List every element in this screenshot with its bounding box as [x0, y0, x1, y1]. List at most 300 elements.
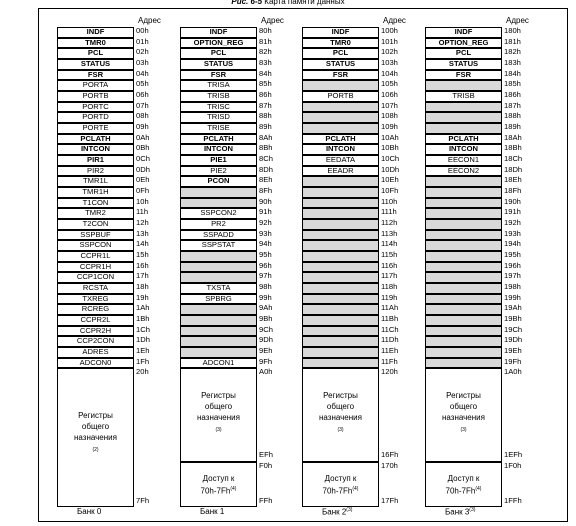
register-address: 119h	[381, 292, 398, 302]
access-label-line: 70h-7Fh$^{(4)}$	[445, 486, 482, 496]
register-cell: EEADR	[302, 166, 379, 177]
register-address: 93h	[259, 228, 272, 238]
register-cell: INTCON	[57, 144, 134, 155]
register-cell: STATUS	[302, 59, 379, 70]
register-address: 10Eh	[381, 175, 399, 185]
register-cell: OPTION_REG	[425, 38, 502, 49]
register-address: 18Bh	[504, 143, 522, 153]
register-address: 0Bh	[136, 143, 150, 153]
register-address: 18Ch	[504, 154, 523, 164]
register-address: 199h	[504, 292, 521, 302]
unimplemented-register-cell	[302, 336, 379, 347]
footnote-ref: (3)	[337, 427, 344, 434]
register-address: 198h	[504, 282, 521, 292]
register-cell: SSPCON2	[180, 208, 257, 219]
unimplemented-register-cell	[180, 326, 257, 337]
register-address: 08h	[136, 111, 149, 121]
register-cell: SPBRG	[180, 294, 257, 305]
unimplemented-register-cell	[180, 262, 257, 273]
register-address: 97h	[259, 271, 272, 281]
register-address: 181h	[504, 36, 521, 46]
register-address: 0Ah	[136, 132, 150, 142]
unimplemented-register-cell	[302, 80, 379, 91]
gp-end-address: 1FFh	[504, 496, 522, 505]
register-cell: FSR	[57, 70, 134, 81]
register-address: 0Ch	[136, 154, 150, 164]
register-address: 197h	[504, 271, 521, 281]
unimplemented-register-cell	[180, 198, 257, 209]
register-address: 10Ah	[381, 132, 399, 142]
footnote-ref: (4)	[352, 486, 359, 492]
figure-caption	[0, 0, 576, 6]
register-address: 82h	[259, 47, 272, 57]
register-address: 196h	[504, 260, 521, 270]
register-address: 8Ch	[259, 154, 273, 164]
register-cell: STATUS	[180, 59, 257, 70]
gp-start-address: 1A0h	[504, 367, 522, 377]
register-cell: PCL	[302, 48, 379, 59]
general-purpose-label-line: Регистры	[78, 411, 113, 421]
general-purpose-label	[425, 390, 502, 437]
general-purpose-label	[180, 390, 257, 437]
unimplemented-register-cell	[425, 219, 502, 230]
unimplemented-register-cell	[302, 262, 379, 273]
unimplemented-register-cell	[425, 176, 502, 187]
register-address: 194h	[504, 239, 521, 249]
register-cell: RCSTA	[57, 283, 134, 294]
register-address: 192h	[504, 218, 521, 228]
unimplemented-register-cell	[425, 208, 502, 219]
register-cell: T1CON	[57, 198, 134, 209]
register-cell: PCON	[180, 176, 257, 187]
register-address: 98h	[259, 282, 272, 292]
register-cell: TMR0	[302, 38, 379, 49]
footnote-ref: (3)	[469, 507, 476, 513]
register-cell: CCPR1H	[57, 262, 134, 273]
register-address: 118h	[381, 282, 398, 292]
access-label	[302, 474, 379, 497]
register-address: 103h	[381, 58, 398, 67]
register-address: 19Fh	[504, 356, 522, 366]
bank-label: Банк 3$^{(3)}$	[445, 507, 476, 517]
register-cell: SSPCON	[57, 240, 134, 251]
unimplemented-register-cell	[425, 326, 502, 337]
bank-label: Банк 2$^{(3)}$	[322, 507, 353, 517]
unimplemented-register-cell	[302, 198, 379, 209]
register-address: 80h	[259, 26, 272, 35]
register-cell: PCLATH	[57, 134, 134, 145]
register-cell: FSR	[425, 70, 502, 81]
unimplemented-register-cell	[425, 112, 502, 123]
register-cell: PORTA	[57, 80, 134, 91]
register-address: 115h	[381, 250, 398, 260]
register-cell: TRISD	[180, 112, 257, 123]
register-cell: INTCON	[180, 144, 257, 155]
gp-end-address: 17Fh	[381, 496, 399, 505]
register-address: 112h	[381, 218, 398, 228]
general-purpose-label-line: Регистры	[323, 391, 358, 401]
register-address: 10h	[136, 196, 149, 206]
register-address: 109h	[381, 122, 398, 132]
register-address: 90h	[259, 196, 272, 206]
unimplemented-register-cell	[302, 251, 379, 262]
register-cell: TMR1H	[57, 187, 134, 198]
register-address: 8Ah	[259, 132, 273, 142]
register-address: 116h	[381, 260, 398, 270]
register-cell: PCLATH	[180, 134, 257, 145]
register-address: 8Bh	[259, 143, 273, 153]
unimplemented-register-cell	[302, 219, 379, 230]
register-address: 100h	[381, 26, 398, 35]
unimplemented-register-cell	[425, 315, 502, 326]
register-address: 104h	[381, 68, 398, 78]
register-cell: EECON1	[425, 155, 502, 166]
register-cell: SSPBUF	[57, 230, 134, 241]
register-cell: INDF	[57, 27, 134, 38]
access-label-line: Доступ к	[202, 474, 235, 483]
register-address: 81h	[259, 36, 272, 46]
footnote-ref: (4)	[230, 486, 237, 492]
footnote-ref: (2)	[92, 447, 99, 454]
register-address: 18h	[136, 282, 149, 292]
register-address: 186h	[504, 90, 521, 100]
register-cell: ADRES	[57, 347, 134, 358]
register-address: 16h	[136, 260, 149, 270]
register-address: 0Dh	[136, 164, 150, 174]
register-address: 14h	[136, 239, 149, 249]
register-address: 195h	[504, 250, 521, 260]
register-address: 182h	[504, 47, 521, 57]
general-purpose-label-line: общего	[81, 422, 110, 432]
register-cell: PIE2	[180, 166, 257, 177]
register-cell: TRISB	[180, 91, 257, 102]
register-address: 92h	[259, 218, 272, 228]
unimplemented-register-cell	[180, 187, 257, 198]
unimplemented-register-cell	[302, 187, 379, 198]
unimplemented-register-cell	[180, 304, 257, 315]
register-address: 88h	[259, 111, 272, 121]
general-purpose-label-line: общего	[204, 402, 233, 412]
gp-split-address: EFh	[259, 450, 273, 459]
unimplemented-register-cell	[302, 208, 379, 219]
unimplemented-register-cell	[425, 347, 502, 358]
register-cell: TXSTA	[180, 283, 257, 294]
register-cell: PIR2	[57, 166, 134, 177]
access-label	[425, 474, 502, 497]
unimplemented-register-cell	[425, 198, 502, 209]
register-address: 10Ch	[381, 154, 400, 164]
footnote-ref: (3)	[215, 427, 222, 434]
register-address: 108h	[381, 111, 398, 121]
register-address: 183h	[504, 58, 521, 67]
register-cell: STATUS	[425, 59, 502, 70]
register-address: 19Ah	[504, 303, 522, 313]
access-start-address: 1F0h	[504, 461, 522, 470]
register-address: 10Bh	[381, 143, 399, 153]
unimplemented-register-cell	[302, 283, 379, 294]
unimplemented-register-cell	[302, 326, 379, 337]
register-address: 8Dh	[259, 164, 273, 174]
access-label-line: Доступ к	[447, 474, 480, 483]
register-address: 106h	[381, 90, 398, 100]
gp-split-address: 16Fh	[381, 450, 399, 459]
register-cell: CCP1CON	[57, 272, 134, 283]
register-cell: CCPR1L	[57, 251, 134, 262]
unimplemented-register-cell	[425, 304, 502, 315]
unimplemented-register-cell	[302, 102, 379, 113]
unimplemented-register-cell	[302, 230, 379, 241]
register-address: 180h	[504, 26, 521, 35]
register-cell: ADCON1	[180, 358, 257, 369]
gp-start-address: A0h	[259, 367, 273, 377]
register-address: 96h	[259, 260, 272, 270]
access-label	[180, 474, 257, 497]
register-address: 04h	[136, 68, 149, 78]
register-address: 117h	[381, 271, 398, 281]
register-address: 13h	[136, 228, 149, 238]
general-purpose-label-line: назначения	[74, 433, 117, 443]
unimplemented-register-cell	[425, 240, 502, 251]
register-address: 185h	[504, 79, 521, 89]
general-purpose-label-line: назначения	[319, 413, 362, 423]
address-header: Адрес	[138, 16, 161, 25]
register-address: 07h	[136, 100, 149, 110]
unimplemented-register-cell	[425, 230, 502, 241]
gp-start-address: 120h	[381, 367, 398, 377]
unimplemented-register-cell	[302, 123, 379, 134]
register-address: 09h	[136, 122, 149, 132]
register-address: 15h	[136, 250, 149, 260]
register-address: 85h	[259, 79, 272, 89]
access-label-line: 70h-7Fh$^{(4)}$	[200, 486, 237, 496]
access-start-address: F0h	[259, 461, 273, 470]
gp-start-address: 20h	[136, 367, 149, 377]
register-address: 188h	[504, 111, 521, 121]
register-address: 111h	[381, 207, 397, 217]
register-address: 01h	[136, 36, 149, 46]
access-label-line: Доступ к	[324, 474, 357, 483]
register-address: 0Eh	[136, 175, 150, 185]
register-address: 9Bh	[259, 314, 273, 324]
register-address: 86h	[259, 90, 272, 100]
register-address: 1Ch	[136, 324, 150, 334]
register-cell: PCLATH	[425, 134, 502, 145]
register-address: 19Ch	[504, 324, 523, 334]
register-address: 06h	[136, 90, 149, 100]
register-address: 9Ch	[259, 324, 273, 334]
unimplemented-register-cell	[180, 272, 257, 283]
footnote-ref: (3)	[460, 427, 467, 434]
unimplemented-register-cell	[180, 347, 257, 358]
unimplemented-register-cell	[425, 358, 502, 369]
register-address: 9Eh	[259, 346, 273, 356]
register-cell: STATUS	[57, 59, 134, 70]
register-cell: CCPR2L	[57, 315, 134, 326]
register-cell: RCREG	[57, 304, 134, 315]
unimplemented-register-cell	[302, 304, 379, 315]
register-address: 84h	[259, 68, 272, 78]
register-cell: TRISB	[425, 91, 502, 102]
gp-end-address: FFh	[259, 496, 273, 505]
register-cell: EECON2	[425, 166, 502, 177]
register-cell: CCP2CON	[57, 336, 134, 347]
register-cell: PCL	[57, 48, 134, 59]
register-address: 10Fh	[381, 186, 399, 196]
register-cell: PCLATH	[302, 134, 379, 145]
register-address: 107h	[381, 100, 398, 110]
unimplemented-register-cell	[425, 187, 502, 198]
register-address: 101h	[381, 36, 398, 46]
register-cell: FSR	[180, 70, 257, 81]
general-purpose-label-line: назначения	[197, 413, 240, 423]
register-cell: PORTE	[57, 123, 134, 134]
register-address: 187h	[504, 100, 521, 110]
register-address: 1Fh	[136, 356, 150, 366]
register-address: 10Dh	[381, 164, 400, 174]
unimplemented-register-cell	[302, 176, 379, 187]
unimplemented-register-cell	[425, 102, 502, 113]
register-address: 110h	[381, 196, 398, 206]
register-address: 19Dh	[504, 335, 523, 345]
footnote-ref: (3)	[346, 507, 353, 513]
register-cell: TMR1L	[57, 176, 134, 187]
unimplemented-register-cell	[302, 272, 379, 283]
register-cell: TRISC	[180, 102, 257, 113]
register-address: 95h	[259, 250, 272, 260]
register-address: 94h	[259, 239, 272, 249]
register-cell: PORTB	[57, 91, 134, 102]
register-cell: TMR2	[57, 208, 134, 219]
unimplemented-register-cell	[425, 283, 502, 294]
register-cell: T2CON	[57, 219, 134, 230]
register-address: 17h	[136, 271, 149, 281]
register-address: 9Dh	[259, 335, 273, 345]
register-cell: PORTC	[57, 102, 134, 113]
unimplemented-register-cell	[302, 294, 379, 305]
register-cell: INDF	[180, 27, 257, 38]
unimplemented-register-cell	[180, 315, 257, 326]
register-cell: INDF	[425, 27, 502, 38]
general-purpose-label-line: Регистры	[446, 391, 481, 401]
register-address: 19Bh	[504, 314, 522, 324]
register-cell: SSPSTAT	[180, 240, 257, 251]
register-cell: OPTION_REG	[180, 38, 257, 49]
register-address: 18Ah	[504, 132, 522, 142]
register-address: 1Dh	[136, 335, 150, 345]
caption-number: Рис. 6-5	[231, 0, 263, 6]
register-address: 1Bh	[136, 314, 150, 324]
unimplemented-register-cell	[425, 272, 502, 283]
register-address: 19Eh	[504, 346, 522, 356]
register-cell: PORTB	[302, 91, 379, 102]
general-purpose-label-line: назначения	[442, 413, 485, 423]
register-address: 190h	[504, 196, 521, 206]
register-address: 11Fh	[381, 356, 398, 366]
register-cell: PORTD	[57, 112, 134, 123]
unimplemented-register-cell	[425, 80, 502, 91]
register-cell: PIR1	[57, 155, 134, 166]
register-cell: TXREG	[57, 294, 134, 305]
register-cell: TMR0	[57, 38, 134, 49]
address-header: Адрес	[506, 16, 529, 25]
gp-end-address: 7Fh	[136, 496, 150, 505]
unimplemented-register-cell	[180, 336, 257, 347]
unimplemented-register-cell	[302, 112, 379, 123]
unimplemented-register-cell	[425, 262, 502, 273]
unimplemented-register-cell	[302, 347, 379, 358]
unimplemented-register-cell	[302, 315, 379, 326]
unimplemented-register-cell	[425, 251, 502, 262]
register-address: 02h	[136, 47, 149, 57]
register-address: 03h	[136, 58, 149, 67]
address-header: Адрес	[383, 16, 406, 25]
register-address: 189h	[504, 122, 521, 132]
gp-split-address: 1EFh	[504, 450, 523, 459]
register-address: 11Eh	[381, 346, 399, 356]
address-header: Адрес	[261, 16, 284, 25]
access-label-line: 70h-7Fh$^{(4)}$	[322, 486, 359, 496]
register-address: 18Dh	[504, 164, 523, 174]
register-address: 9Fh	[259, 356, 273, 366]
bank-label: Банк 0	[77, 507, 102, 516]
register-address: 83h	[259, 58, 272, 67]
register-address: 11Dh	[381, 335, 399, 345]
register-address: 113h	[381, 228, 398, 238]
general-purpose-label-line: общего	[449, 402, 478, 412]
register-cell: EEDATA	[302, 155, 379, 166]
register-address: 0Fh	[136, 186, 150, 196]
register-address: 102h	[381, 47, 398, 57]
register-address: 114h	[381, 239, 398, 249]
register-cell: INTCON	[302, 144, 379, 155]
register-address: 105h	[381, 79, 398, 89]
register-cell: TRISE	[180, 123, 257, 134]
register-cell: PR2	[180, 219, 257, 230]
register-cell: CCPR2H	[57, 326, 134, 337]
register-cell: SSPADD	[180, 230, 257, 241]
register-cell: PIE1	[180, 155, 257, 166]
unimplemented-register-cell	[425, 336, 502, 347]
register-address: 9Ah	[259, 303, 273, 313]
register-address: 18Eh	[504, 175, 522, 185]
register-address: 11h	[136, 207, 149, 217]
register-address: 193h	[504, 228, 521, 238]
register-address: 8Eh	[259, 175, 273, 185]
register-address: 00h	[136, 26, 149, 35]
register-address: 1Eh	[136, 346, 150, 356]
caption-title: Карта памяти данных	[264, 0, 345, 6]
unimplemented-register-cell	[425, 294, 502, 305]
general-purpose-label-line: Регистры	[201, 391, 236, 401]
register-cell: INTCON	[425, 144, 502, 155]
general-purpose-label	[57, 410, 134, 457]
register-cell: TRISA	[180, 80, 257, 91]
register-cell: PCL	[180, 48, 257, 59]
register-cell: INDF	[302, 27, 379, 38]
register-address: 18Fh	[504, 186, 522, 196]
access-start-address: 170h	[381, 461, 398, 470]
unimplemented-register-cell	[425, 123, 502, 134]
register-address: 05h	[136, 79, 149, 89]
register-cell: ADCON0	[57, 358, 134, 369]
register-address: 8Fh	[259, 186, 273, 196]
register-address: 1Ah	[136, 303, 150, 313]
register-address: 19h	[136, 292, 149, 302]
unimplemented-register-cell	[302, 358, 379, 369]
footnote-ref: (4)	[475, 486, 482, 492]
register-address: 191h	[504, 207, 521, 217]
register-address: 11Ah	[381, 303, 399, 313]
